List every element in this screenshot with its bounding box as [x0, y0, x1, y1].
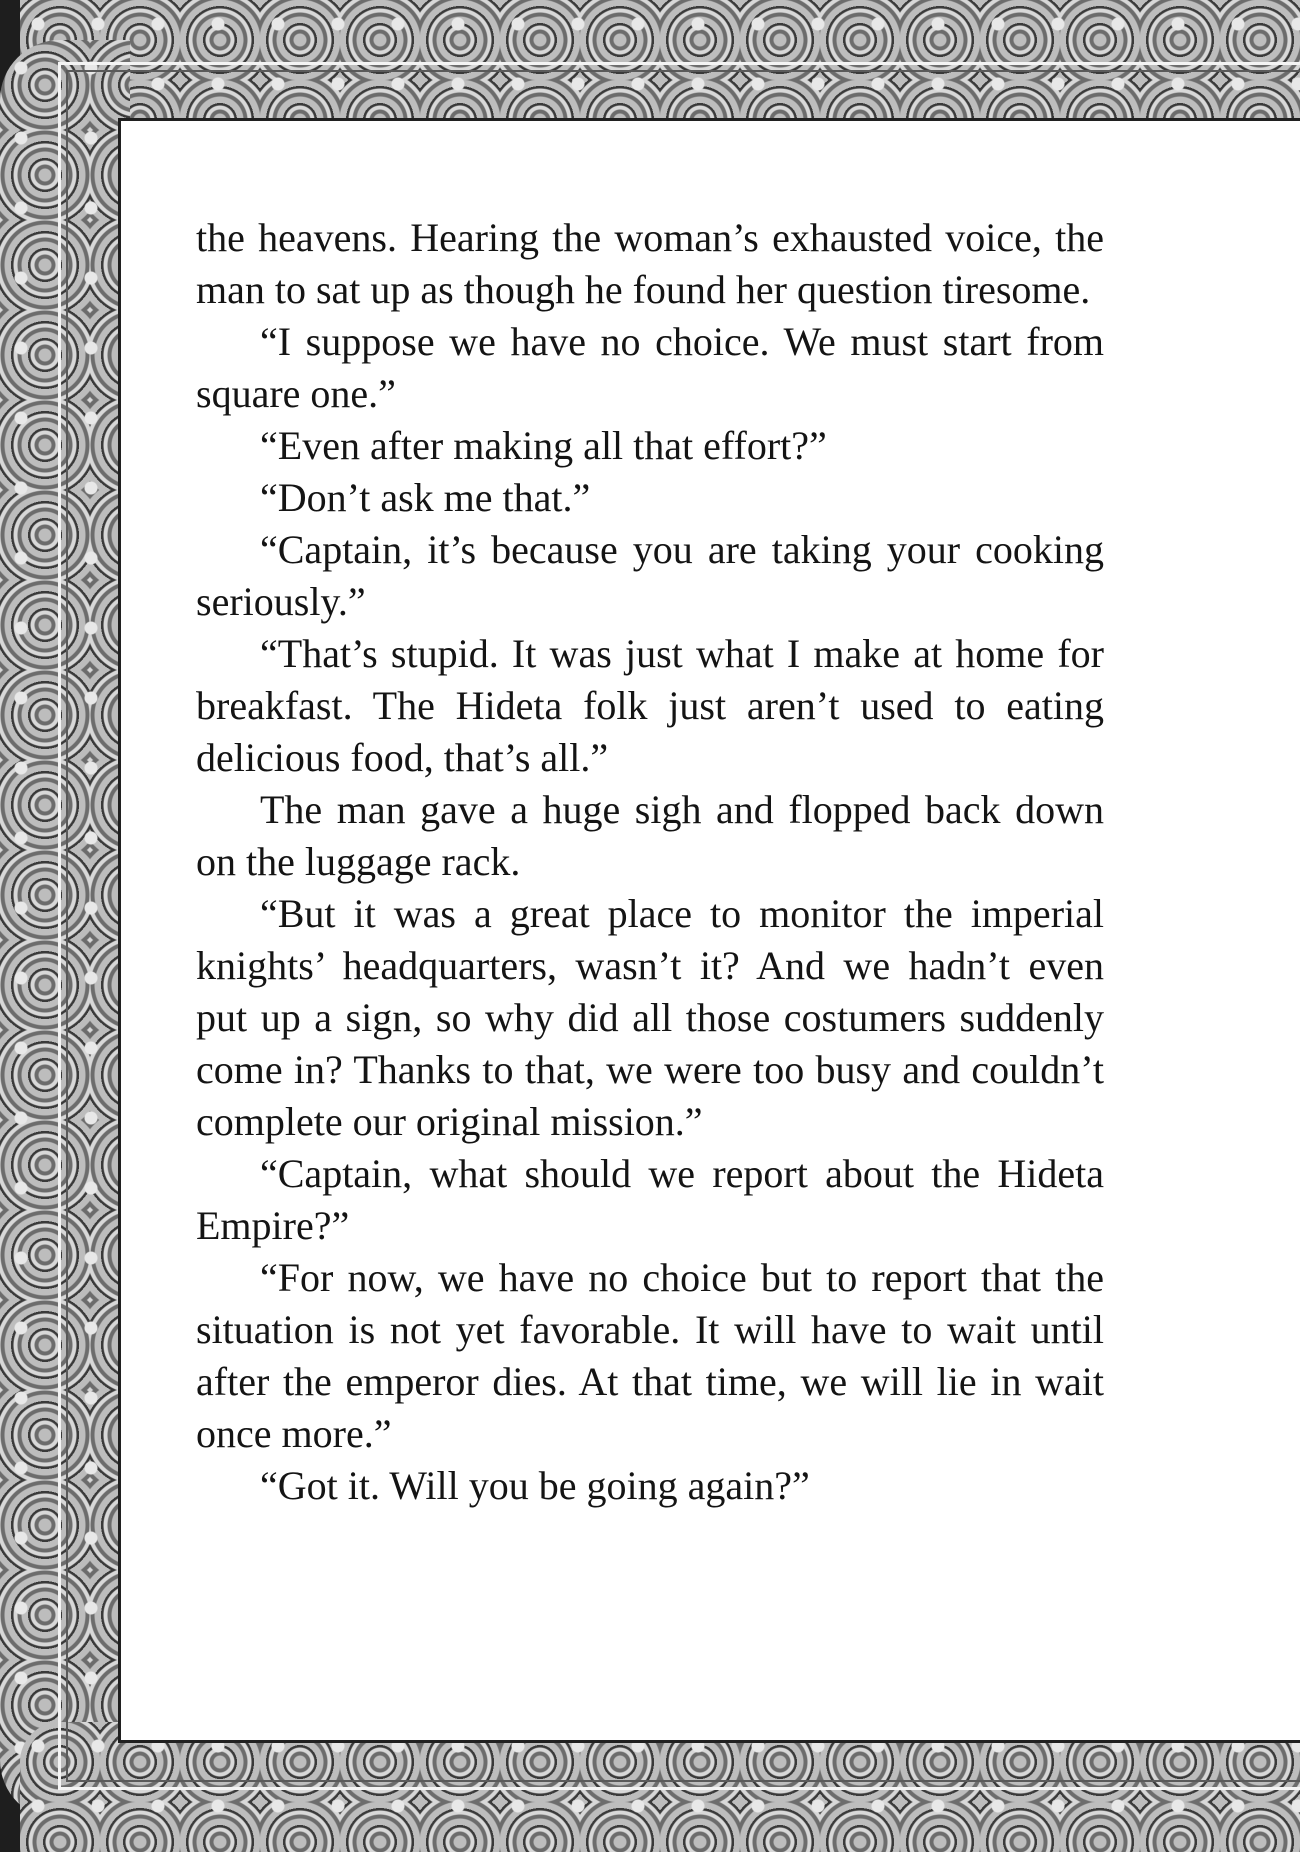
- paragraph-3: “Even after making all that effort?”: [260, 423, 827, 468]
- paragraph-6: “That’s stupid. It was just what I make at home for breakfast. The Hideta folk just aren’t used to eating delicious food, that’s all.”: [196, 631, 1104, 780]
- paragraph-10: “For now, we have no choice but to report that the situation is not yet favorable. It will have to wait until after the emperor dies. At that time, we will lie in wait once more.”: [196, 1255, 1104, 1456]
- paragraph-7: The man gave a huge sigh and flopped back down on the luggage rack.: [196, 787, 1104, 884]
- body-text: [196, 212, 1104, 1512]
- paragraph-5: “Captain, it’s because you are taking your cooking seriously.”: [196, 527, 1104, 624]
- paragraph-4: “Don’t ask me that.”: [260, 475, 591, 520]
- paragraph-2: “I suppose we have no choice. We must start from square one.”: [196, 319, 1104, 416]
- paragraph-1: the heavens. Hearing the woman’s exhausted voice, the man to sat up as though he found her question tiresome.: [196, 215, 1104, 312]
- paragraph-11: “Got it. Will you be going again?”: [260, 1463, 810, 1508]
- paragraph-9: “Captain, what should we report about the Hideta Empire?”: [196, 1151, 1104, 1248]
- paragraph-8: “But it was a great place to monitor the imperial knights’ headquarters, wasn’t it? And we hadn’t even put up a sign, so why did all those costumers suddenly come in? Thanks to that, we were too busy and couldn’t complete our original mission.”: [196, 891, 1104, 1144]
